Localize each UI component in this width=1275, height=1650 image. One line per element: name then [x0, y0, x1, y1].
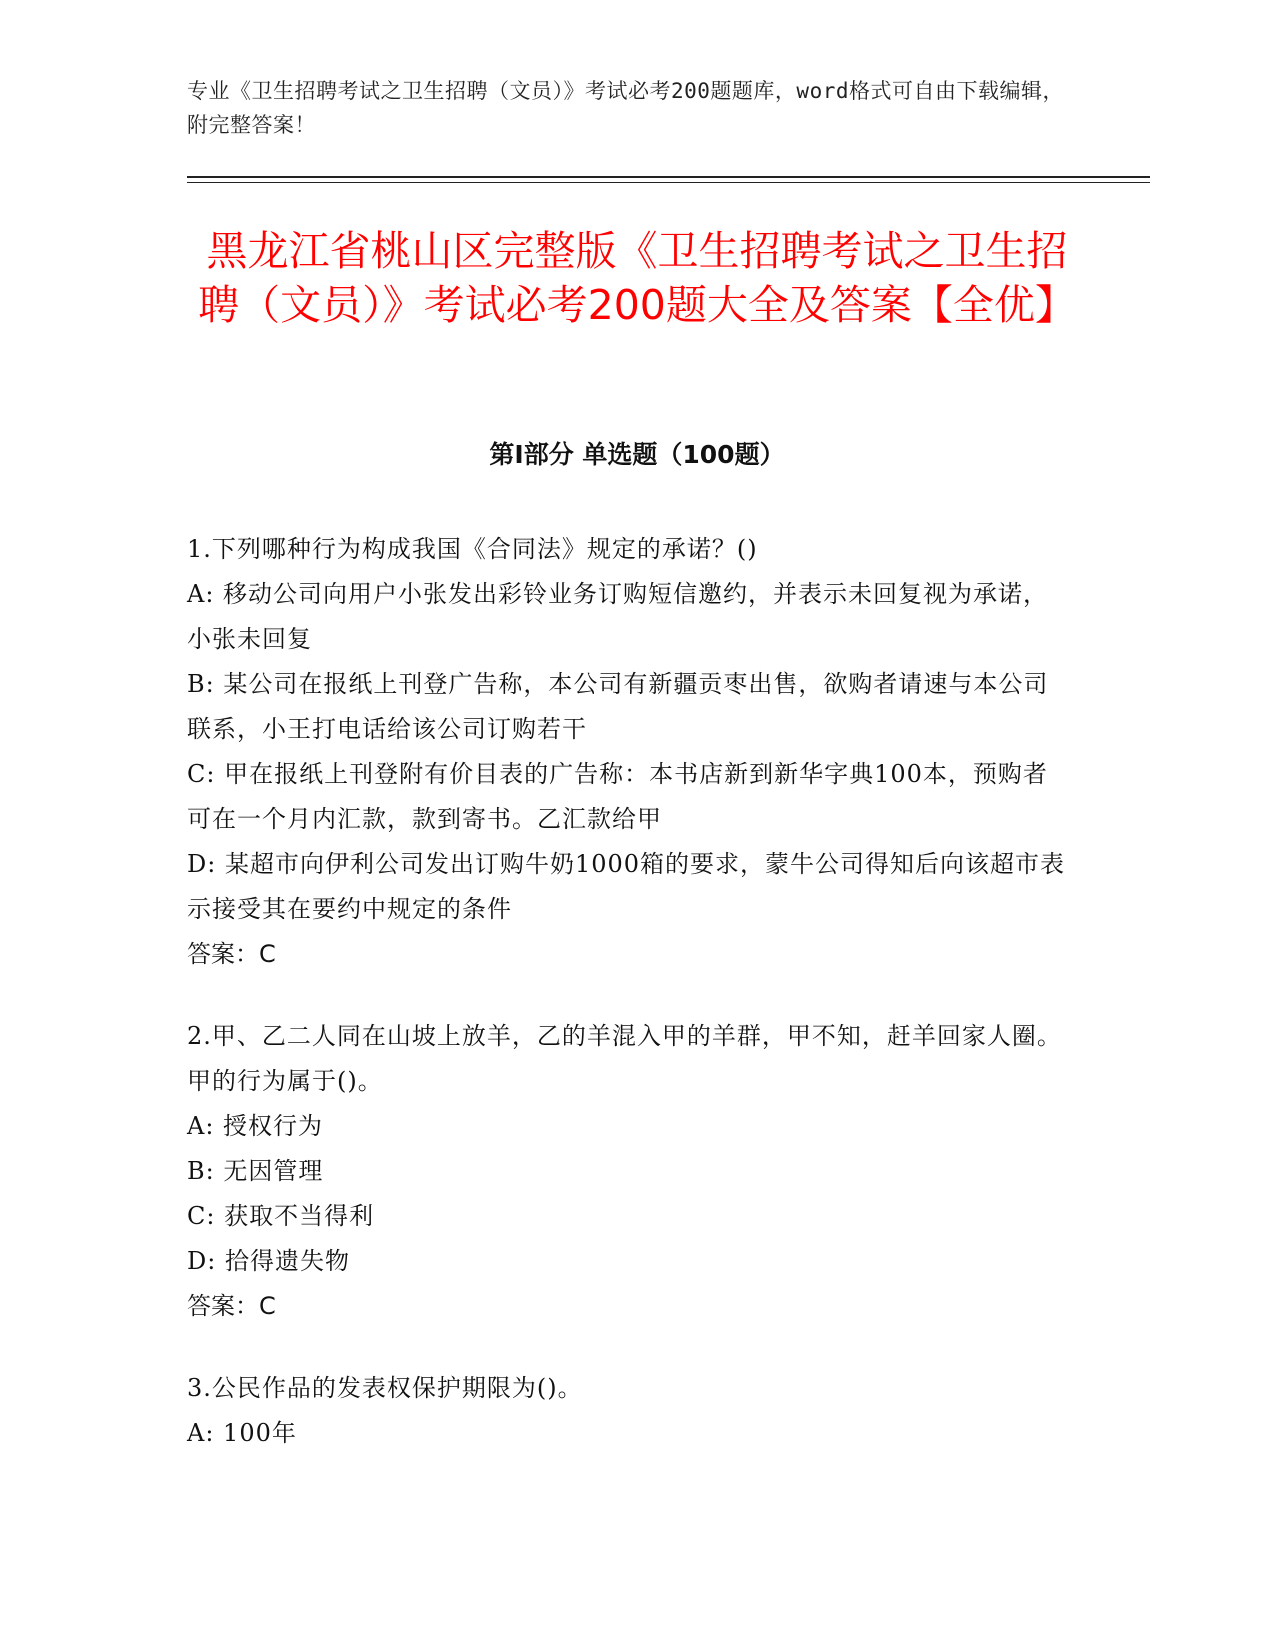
question-stem: 2.甲、乙二人同在山坡上放羊，乙的羊混入甲的羊群，甲不知，赶羊回家人圈。甲的行为属于()。 [187, 1022, 1062, 1095]
header-divider-thick [187, 176, 1150, 178]
answer-line: 答案：C [187, 1292, 276, 1320]
header-divider-thin [187, 182, 1150, 183]
document-title: 黑龙江省桃山区完整版《卫生招聘考试之卫生招聘（文员）》考试必考200题大全及答案【全优】 [198, 227, 1076, 329]
option-a: A: 授权行为 [187, 1112, 324, 1140]
option-b: B: 某公司在报纸上刊登广告称，本公司有新疆贡枣出售，欲购者请速与本公司联系，小王打电话给该公司订购若干 [187, 670, 1049, 743]
question-stem: 3.公民作品的发表权保护期限为()。 [187, 1374, 583, 1402]
option-a: A: 移动公司向用户小张发出彩铃业务订购短信邀约，并表示未回复视为承诺，小张未回复 [187, 580, 1049, 653]
answer-line: 答案：C [187, 940, 276, 968]
option-c: C: 甲在报纸上刊登附有价目表的广告称：本书店新到新华字典100本，预购者可在一个月内汇款，款到寄书。乙汇款给甲 [187, 760, 1048, 833]
option-d: D: 拾得遗失物 [187, 1247, 350, 1275]
header-note: 专业《卫生招聘考试之卫生招聘（文员）》考试必考200题题库，word格式可自由下载编辑，附完整答案！ [187, 79, 1064, 137]
question-3 [187, 1366, 1067, 1456]
question-stem: 1.下列哪种行为构成我国《合同法》规定的承诺？() [187, 535, 758, 563]
option-d: D: 某超市向伊利公司发出订购牛奶1000箱的要求，蒙牛公司得知后向该超市表示接受其在要约中规定的条件 [187, 850, 1066, 923]
option-c: C: 获取不当得利 [187, 1202, 375, 1230]
section-title: 第Ⅰ部分 单选题（100题） [489, 440, 785, 469]
option-a: A: 100年 [187, 1419, 297, 1447]
option-b: B: 无因管理 [187, 1157, 324, 1185]
question-list [187, 527, 1067, 1493]
question-1 [187, 527, 1067, 977]
question-2 [187, 1014, 1067, 1329]
